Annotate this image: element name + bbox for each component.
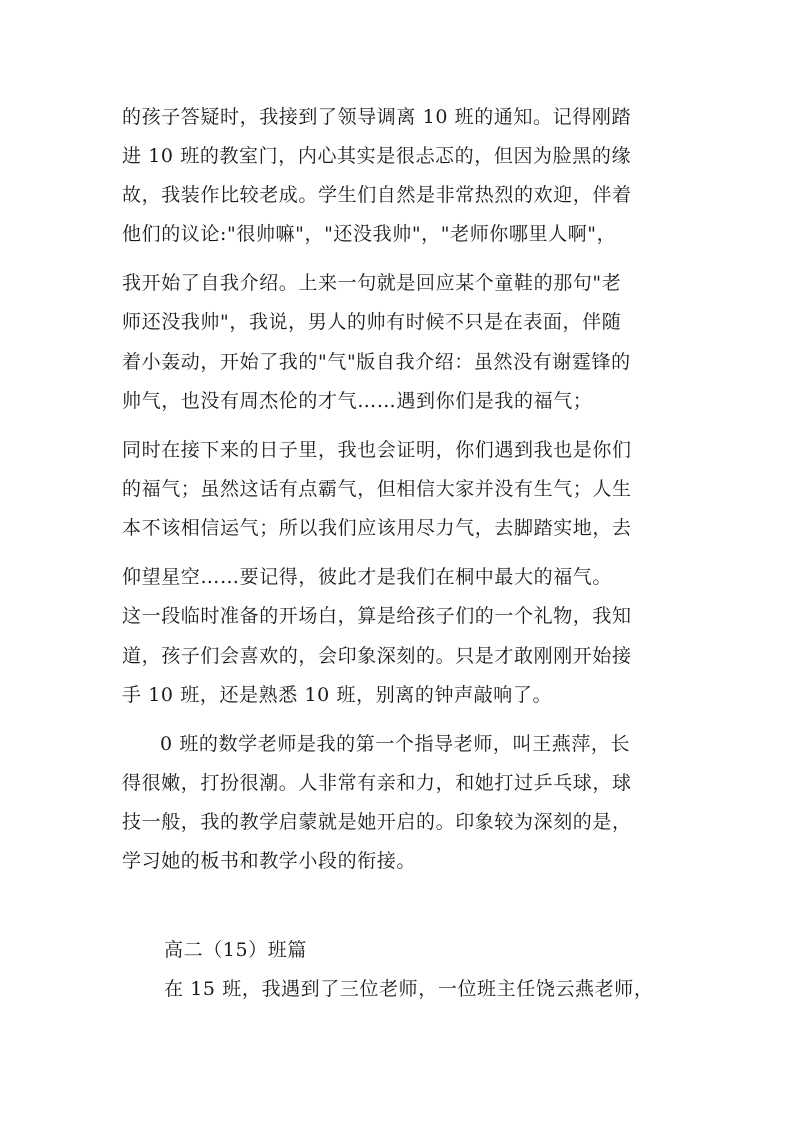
text-line: 的孩子答疑时，我接到了领导调离 10 班的通知。记得刚踏 bbox=[122, 106, 632, 128]
text-line: 道，孩子们会喜欢的，会印象深刻的。只是才敢刚刚开始接 bbox=[122, 645, 632, 667]
text-line: 这一段临时准备的开场白，算是给孩子们的一个礼物，我知 bbox=[122, 605, 632, 627]
text-line: 故，我装作比较老成。学生们自然是非常热烈的欢迎，伴着 bbox=[122, 184, 632, 206]
text-line: 手 10 班，还是熟悉 10 班，别离的钟声敲响了。 bbox=[122, 684, 553, 706]
text-line: 本不该相信运气；所以我们应该用尽力气，去脚踏实地，去 bbox=[122, 517, 632, 539]
text-line: 同时在接下来的日子里，我也会证明，你们遇到我也是你们 bbox=[122, 439, 632, 461]
text-line: 帅气，也没有周杰伦的才气……遇到你们是我的福气； bbox=[122, 390, 593, 412]
text-line: 在 15 班，我遇到了三位老师，一位班主任饶云燕老师， bbox=[164, 978, 654, 1000]
text-line: 他们的议论:"很帅嘛"，"还没我帅"，"老师你哪里人啊"， bbox=[122, 223, 617, 245]
text-line: 技一般，我的教学启蒙就是她开启的。印象较为深刻的是， bbox=[122, 811, 632, 833]
section-title: 高二（15）班篇 bbox=[164, 939, 307, 961]
text-line: 仰望星空……要记得，彼此才是我们在桐中最大的福气。 bbox=[122, 566, 613, 588]
text-line: 0 班的数学老师是我的第一个指导老师，叫王燕萍，长 bbox=[160, 733, 631, 755]
text-line: 学习她的板书和教学小段的衔接。 bbox=[122, 850, 417, 872]
text-line: 得很嫩，打扮很潮。人非常有亲和力，和她打过乒乓球，球 bbox=[122, 772, 632, 794]
text-line: 师还没我帅"，我说，男人的帅有时候不只是在表面，伴随 bbox=[122, 311, 622, 333]
text-line: 的福气；虽然这话有点霸气，但相信大家并没有生气；人生 bbox=[122, 478, 632, 500]
text-line: 着小轰动，开始了我的"气"版自我介绍：虽然没有谢霆锋的 bbox=[122, 351, 631, 373]
text-line: 进 10 班的教室门，内心其实是很忐忑的，但因为脸黑的缘 bbox=[122, 145, 632, 167]
text-line: 我开始了自我介绍。上来一句就是回应某个童鞋的那句"老 bbox=[122, 272, 622, 294]
